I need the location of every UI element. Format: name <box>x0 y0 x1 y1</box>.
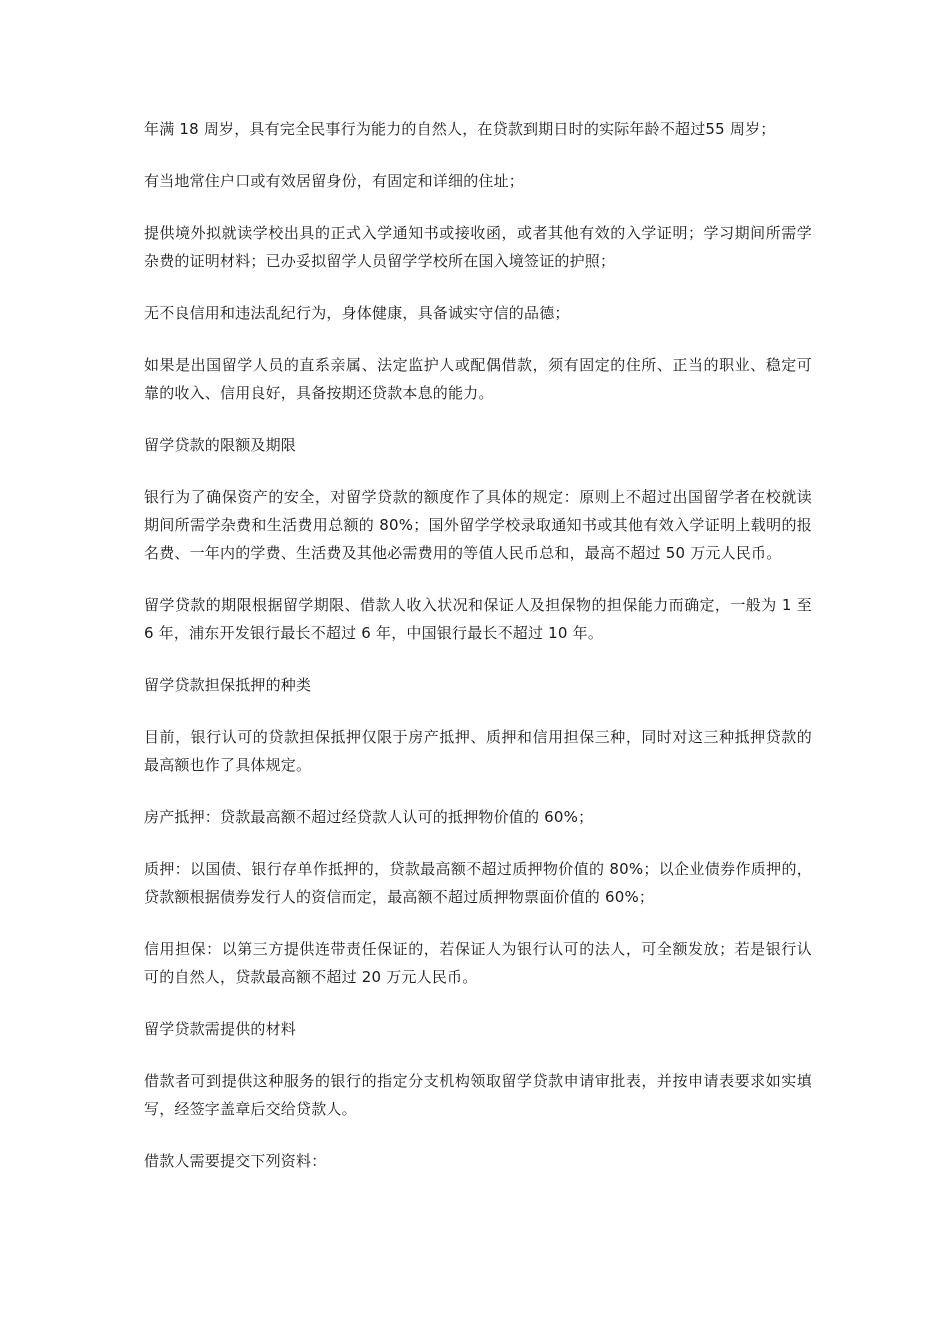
paragraph-loan-amount: 银行为了确保资产的安全，对留学贷款的额度作了具体的规定：原则上不超过出国留学者在校就读期间所需学杂费和生活费用总额的 80%；国外留学学校录取通知书或其他有效入学证明上载明的报名费、一年内的学费、生活费及其他必需费用的等值人民币总和，最高不超过 50 万元人民币。 <box>144 488 812 562</box>
paragraph-credit-guarantee: 信用担保：以第三方提供连带责任保证的，若保证人为银行认可的法人，可全额发放；若是银行认可的自然人，贷款最高额不超过 20 万元人民币。 <box>144 940 812 986</box>
paragraph-credit-requirement: 无不良信用和违法乱纪行为，身体健康，具备诚实守信的品德； <box>144 304 570 322</box>
section-heading-collateral-types: 留学贷款担保抵押的种类 <box>144 676 312 694</box>
paragraph-application-form: 借款者可到提供这种服务的银行的指定分支机构领取留学贷款申请审批表，并按申请表要求如实填写，经签字盖章后交给贷款人。 <box>144 1072 812 1118</box>
paragraph-required-documents: 借款人需要提交下列资料： <box>144 1152 327 1170</box>
paragraph-residence-requirement: 有当地常住户口或有效居留身份，有固定和详细的住址； <box>144 172 525 190</box>
paragraph-collateral-overview: 目前，银行认可的贷款担保抵押仅限于房产抵押、质押和信用担保三种，同时对这三种抵押贷款的最高额也作了具体规定。 <box>144 728 812 774</box>
section-heading-materials: 留学贷款需提供的材料 <box>144 1020 297 1038</box>
paragraph-relative-borrower: 如果是出国留学人员的直系亲属、法定监护人或配偶借款，须有固定的住所、正当的职业、稳定可靠的收入、信用良好，具备按期还贷款本息的能力。 <box>144 356 812 402</box>
section-heading-limits: 留学贷款的限额及期限 <box>144 436 297 454</box>
document-body <box>144 115 812 1199</box>
paragraph-property-mortgage: 房产抵押：贷款最高额不超过经贷款人认可的抵押物价值的 60%； <box>144 808 594 826</box>
paragraph-loan-term: 留学贷款的期限根据留学期限、借款人收入状况和保证人及担保物的担保能力而确定，一般为 1 至 6 年，浦东开发银行最长不超过 6 年，中国银行最长不超过 10 年。 <box>144 596 812 642</box>
paragraph-admission-documents: 提供境外拟就读学校出具的正式入学通知书或接收函，或者其他有效的入学证明；学习期间所需学杂费的证明材料；已办妥拟留学人员留学学校所在国入境签证的护照； <box>144 224 812 270</box>
paragraph-pledge: 质押：以国债、银行存单作抵押的，贷款最高额不超过质押物价值的 80%；以企业债券作质押的，贷款额根据债券发行人的资信而定，最高额不超过质押物票面价值的 60%； <box>144 860 812 906</box>
paragraph-age-requirement: 年满 18 周岁，具有完全民事行为能力的自然人，在贷款到期日时的实际年龄不超过55 周岁； <box>144 120 776 138</box>
